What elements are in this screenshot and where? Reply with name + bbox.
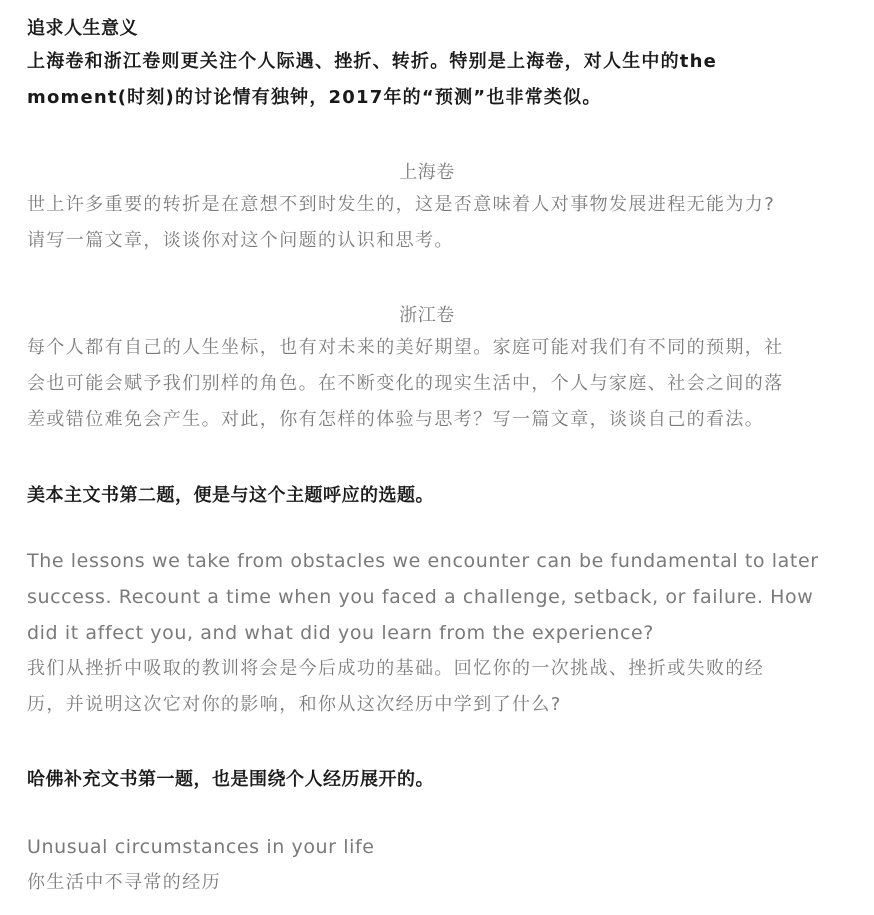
intro-line: 上海卷和浙江卷则更关注个人际遇、挫折、转折。特别是上海卷，对人生中的the [27,51,718,72]
us-essay-en-line: The lessons we take from obstacles we encounter can be fundamental to later [27,550,819,572]
shanghai-prompt [27,187,837,259]
us-essay-prompt-en [27,543,842,651]
harvard-prompt-zh [27,865,837,901]
intro-line: moment(时刻)的讨论情有独钟，2017年的“预测”也非常类似。 [27,87,602,108]
us-essay-en-line: did it affect you, and what did you learn from the experience? [27,622,654,644]
harvard-prompt-en [27,829,842,865]
zhejiang-prompt [27,330,837,438]
zhejiang-line: 每个人都有自己的人生坐标，也有对未来的美好期望。家庭可能对我们有不同的预期，社 [27,337,784,358]
shanghai-line: 世上许多重要的转折是在意想不到时发生的，这是否意味着人对事物发展进程无能为力? [27,194,776,215]
us-essay-zh-line: 我们从挫折中吸取的教训将会是今后成功的基础。回忆你的一次挑战、挫折或失败的经 [27,658,765,679]
shanghai-title: 上海卷 [399,162,455,183]
harvard-zh-line: 你生活中不寻常的经历 [27,872,221,893]
us-essay-prompt-zh [27,651,837,723]
us-essay-zh-line: 历，并说明这次它对你的影响，和你从这次经历中学到了什么? [27,694,562,715]
shanghai-line: 请写一篇文章，谈谈你对这个问题的认识和思考。 [27,230,454,251]
section-heading-harvard: 哈佛补充文书第一题，也是围绕个人经历展开的。 [27,769,434,790]
zhejiang-title: 浙江卷 [399,305,455,326]
us-essay-en-line: success. Recount a time when you faced a challenge, setback, or failure. How [27,586,814,608]
section-heading-life-meaning: 追求人生意义 [27,18,138,39]
section-heading-us-essay: 美本主文书第二题，便是与这个主题呼应的选题。 [27,485,434,506]
harvard-en-line: Unusual circumstances in your life [27,836,375,858]
intro-paragraph [27,44,837,116]
zhejiang-line: 会也可能会赋予我们别样的角色。在不断变化的现实生活中，个人与家庭、社会之间的落 [27,373,784,394]
zhejiang-line: 差或错位难免会产生。对此，你有怎样的体验与思考？写一篇文章，谈谈自己的看法。 [27,409,765,430]
